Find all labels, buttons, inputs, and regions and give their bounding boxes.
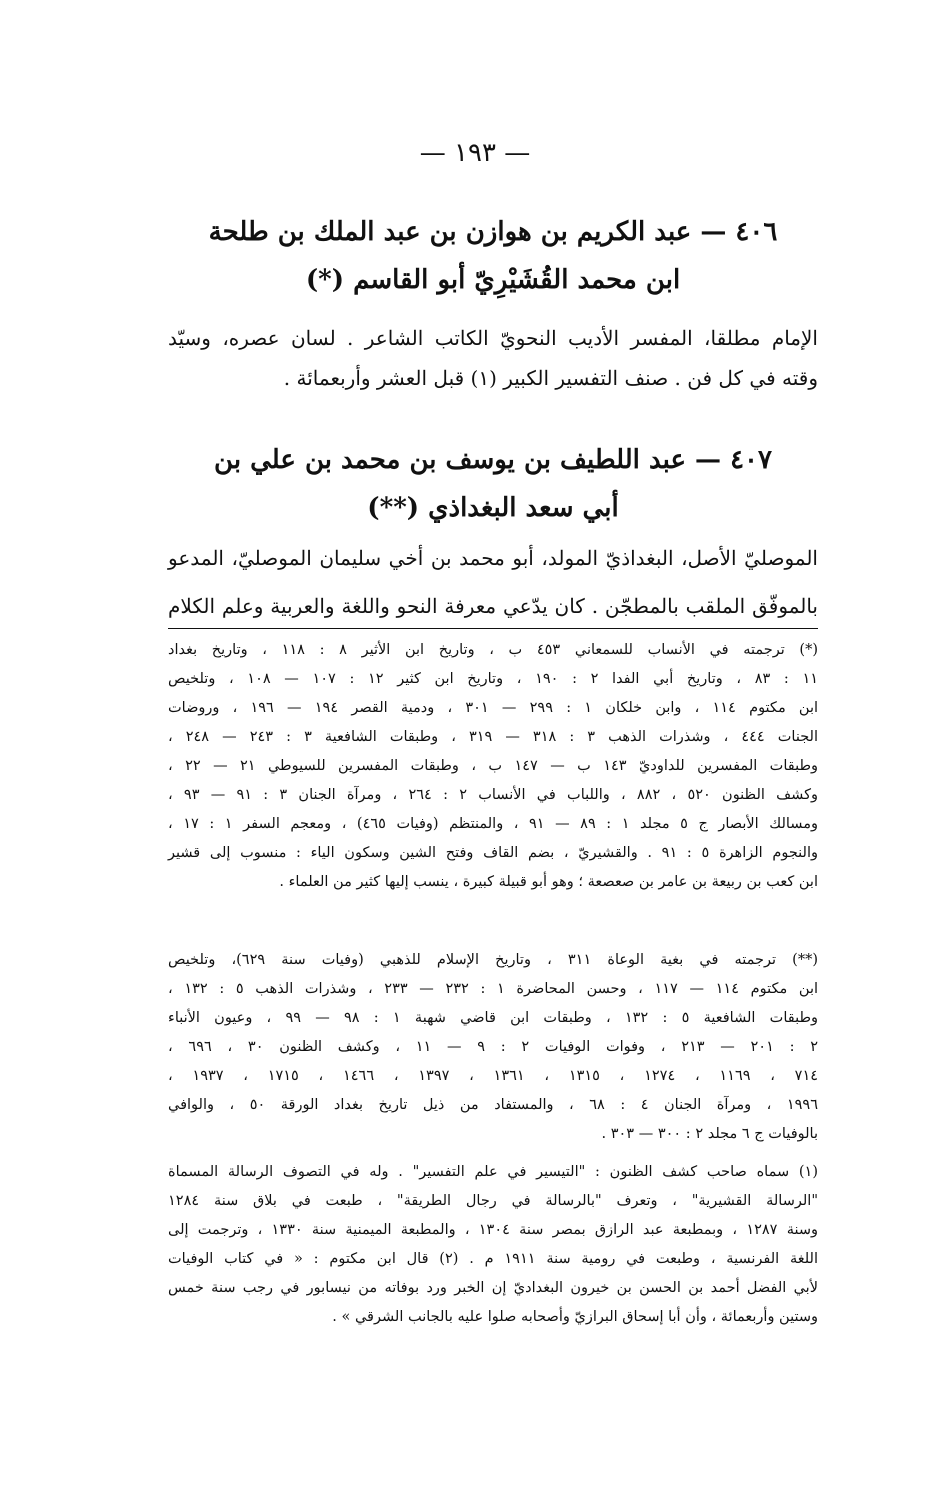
footnote-star bbox=[168, 636, 818, 897]
footnote-star-line: ابن مكتوم ١١٤ ، وابن خلكان ١ : ٢٩٩ — ٣٠١ ، ودمية القصر ١٩٤ — ١٩٦ ، وروضات bbox=[168, 700, 819, 716]
entry-406-line-1: الإمام مطلقا، المفسر الأديب النحويّ الكاتب الشاعر . لسان عصره، وسيّد bbox=[168, 326, 818, 350]
footnote-double-star-line: ١٩٩٦ ، ومرآة الجنان ٤ : ٦٨ ، والمستفاد من ذيل تاريخ بغداد الورقة ٥٠ ، والوافي bbox=[168, 1097, 819, 1113]
footnote-double-star-line: وطبقات الشافعية ٥ : ١٣٢ ، وطبقات ابن قاضي شهبة ١ : ٩٨ — ٩٩ ، وعيون الأنباء bbox=[168, 1010, 818, 1026]
footnote-numbered-line: لأبي الفضل أحمد بن الحسن بن خيرون البغداديّ إن الخبر ورد بوفاته من نيسابور في رجب سنة خمس bbox=[168, 1280, 818, 1296]
entry-406-line-2: وقته في كل فن . صنف التفسير الكبير (١) قبل العشر وأربعمائة . bbox=[283, 366, 818, 390]
footnote-double-star-line: ٧١٤ ، ١١٦٩ ، ١٢٧٤ ، ١٣١٥ ، ١٣٦١ ، ١٣٩٧ ، ١٤٦٦ ، ١٧١٥ ، ١٩٣٧ ، bbox=[168, 1068, 819, 1084]
footnote-star-line: والنجوم الزاهرة ٥ : ٩١ . والقشيريّ ، بضم القاف وفتح الشين وسكون الياء : منسوب إلى قشير bbox=[168, 845, 818, 861]
entry-407-line-2: بالموفّق الملقب بالمطجّن . كان يدّعي معرفة النحو واللغة والعربية وعلم الكلام bbox=[168, 594, 818, 618]
footnote-double-star-line: ابن مكتوم ١١٤ — ١١٧ ، وحسن المحاضرة ١ : ٢٣٢ — ٢٣٣ ، وشذرات الذهب ٥ : ١٣٢ ، bbox=[168, 981, 819, 997]
footnote-numbered-line: (١) سماه صاحب كشف الظنون : "التيسير في علم التفسير" . وله في التصوف الرسالة المسماة bbox=[168, 1164, 818, 1180]
footnote-double-star bbox=[168, 946, 818, 1149]
footnote-star-line: ومسالك الأبصار ج ٥ مجلد ١ : ٨٩ — ٩١ ، والمنتظم (وفيات ٤٦٥) ، ومعجم السفر ١ : ١٧ ، bbox=[168, 816, 819, 832]
footnote-star-line: وطبقات المفسرين للداوديّ ١٤٣ ب — ١٤٧ ب ، وطبقات المفسرين للسيوطي ٢١ — ٢٢ ، bbox=[168, 758, 818, 774]
footnote-double-star-line: ٢ : ٢٠١ — ٢١٣ ، وفوات الوفيات ٢ : ٩ — ١١ ، وكشف الظنون ٣٠ ، ٦٩٦ ، bbox=[168, 1039, 819, 1055]
footnote-numbered-line: وسنة ١٢٨٧ ، وبمطبعة عبد الرازق بمصر سنة ١٣٠٤ ، والمطبعة الميمنية سنة ١٣٣٠ ، وترجمت إلى bbox=[168, 1222, 818, 1238]
footnote-star-line: (*) ترجمته في الأنساب للسمعاني ٤٥٣ ب ، وتاريخ ابن الأثير ٨ : ١١٨ ، وتاريخ بغداد bbox=[168, 642, 818, 658]
page-number: — ١٩٣ — bbox=[419, 138, 531, 168]
entry-407 bbox=[168, 436, 818, 532]
entry-407-body bbox=[168, 534, 818, 630]
footnote-double-star-line: بالوفيات ج ٦ مجلد ٢ : ٣٠٠ — ٣٠٣ . bbox=[601, 1126, 818, 1142]
entry-406-heading-line-2: ابن محمد القُشَيْرِيّ أبو القاسم (*) bbox=[305, 265, 681, 295]
footnote-double-star-line: (**) ترجمته في بغية الوعاة ٣١١ ، وتاريخ الإسلام للذهبي (وفيات سنة ٦٢٩)، وتلخيص bbox=[168, 952, 818, 968]
footnote-numbered-line: اللغة الفرنسية ، وطبعت في رومية سنة ١٩١١ م . (٢) قال ابن مكتوم : « في كتاب الوفيات bbox=[168, 1251, 819, 1267]
entry-406-heading-line-1: ٤٠٦ — عبد الكريم بن هوازن بن عبد الملك بن طلحة bbox=[208, 217, 778, 247]
footnote-numbered-line: وستين وأربعمائة ، وأن أبا إسحاق البرازيّ وأصحابه صلوا عليه بالجانب الشرقي » . bbox=[332, 1309, 818, 1325]
entry-407-heading-line-2: أبي سعد البغداذي (**) bbox=[367, 493, 619, 523]
entry-406 bbox=[168, 208, 818, 304]
footnote-star-line: ابن كعب بن ربيعة بن عامر بن صعصعة ؛ وهو أبو قبيلة كبيرة ، ينسب إليها كثير من العلماء . bbox=[279, 874, 818, 890]
footnote-numbered bbox=[168, 1158, 818, 1332]
entry-407-heading-line-1: ٤٠٧ — عبد اللطيف بن يوسف بن محمد بن علي بن bbox=[214, 445, 772, 475]
footnote-numbered-line: "الرسالة القشيرية" ، وتعرف "بالرسالة في رجال الطريقة" ، طبعت في بلاق سنة ١٢٨٤ bbox=[168, 1193, 818, 1209]
entry-406-body bbox=[168, 318, 818, 398]
footnote-star-line: الجنات ٤٤٤ ، وشذرات الذهب ٣ : ٣١٨ — ٣١٩ ، وطبقات الشافعية ٣ : ٢٤٣ — ٢٤٨ ، bbox=[168, 729, 818, 745]
footnote-star-line: وكشف الظنون ٥٢٠ ، ٨٨٢ ، واللباب في الأنساب ٢ : ٢٦٤ ، ومرآة الجنان ٣ : ٩١ — ٩٣ ، bbox=[168, 787, 818, 803]
footnote-separator bbox=[168, 628, 818, 629]
entry-407-line-1: الموصليّ الأصل، البغداذيّ المولد، أبو محمد بن أخي سليمان الموصليّ، المدعو bbox=[168, 546, 818, 570]
footnote-star-line: ١١ : ٨٣ ، وتاريخ أبي الفدا ٢ : ١٩٠ ، وتاريخ ابن كثير ١٢ : ١٠٧ — ١٠٨ ، وتلخيص bbox=[168, 671, 819, 687]
